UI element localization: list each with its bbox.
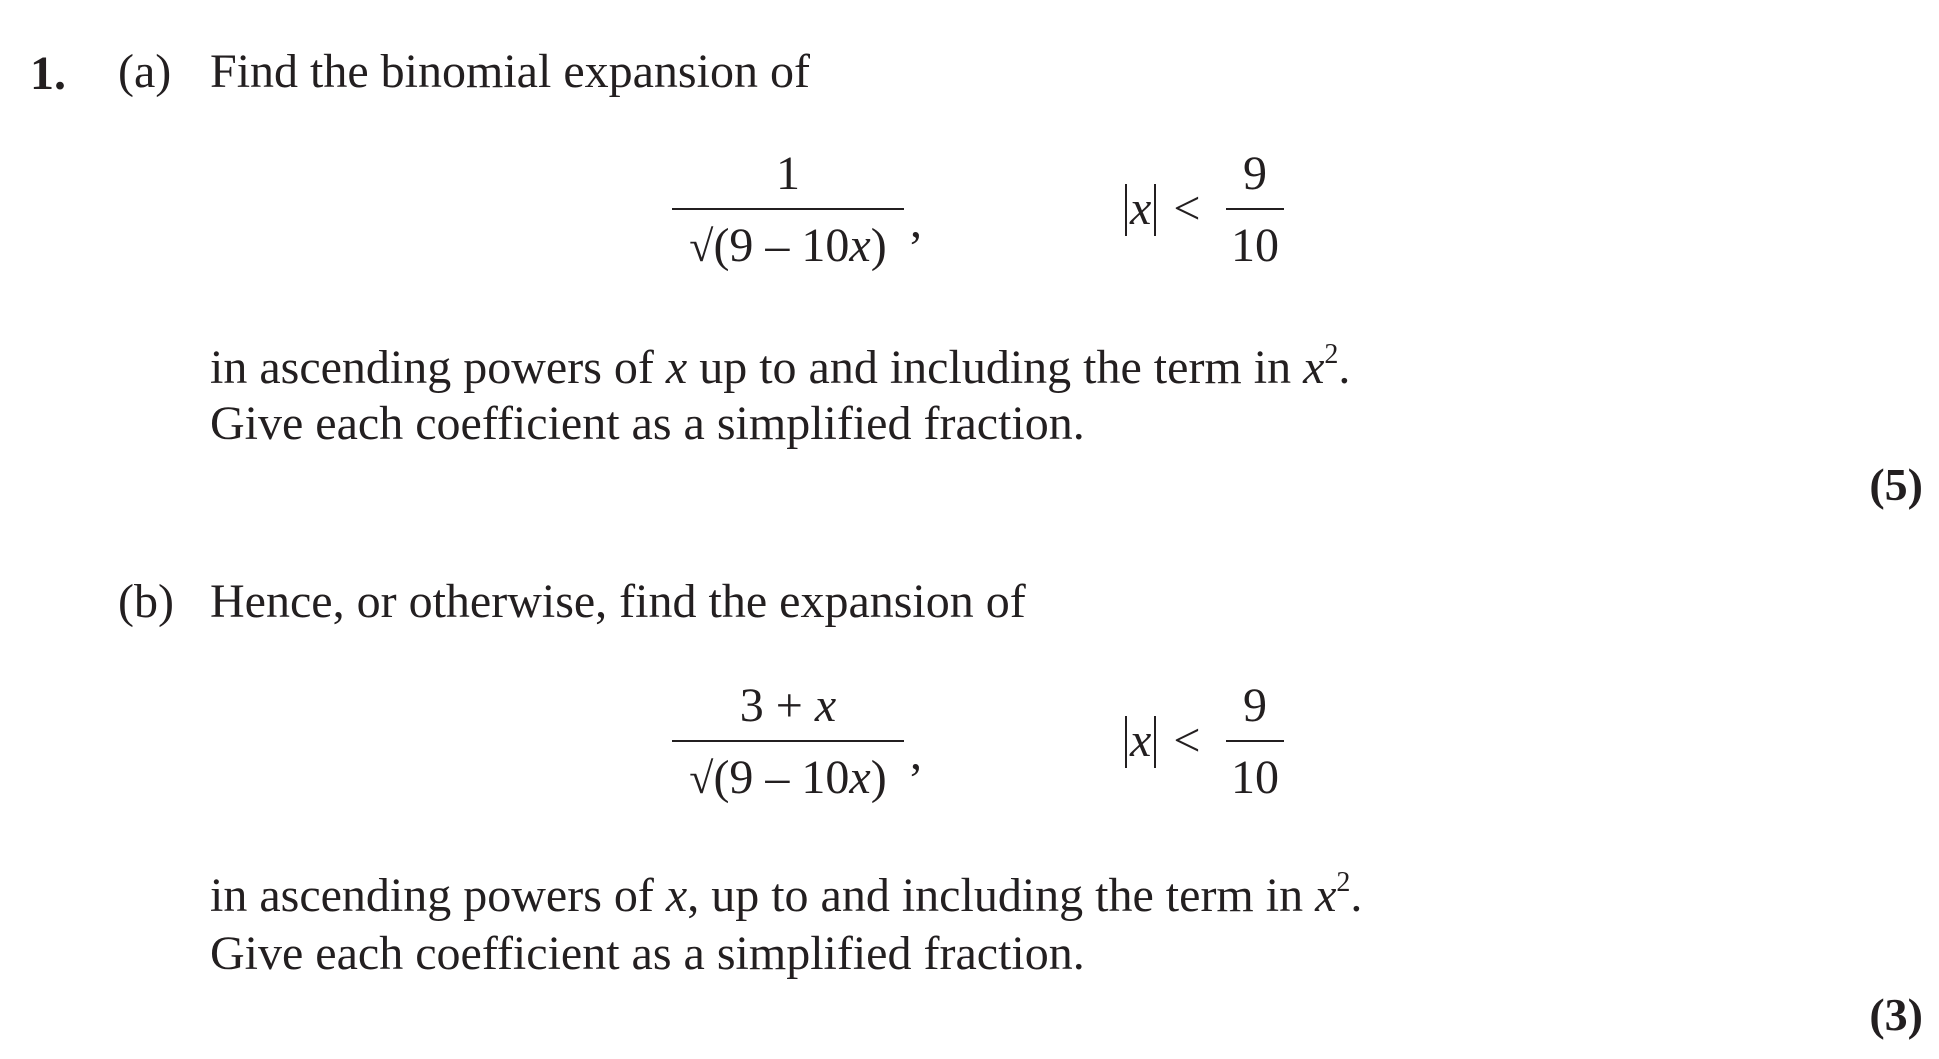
part-b-cond-numerator: 9 <box>1243 679 1267 732</box>
part-a-line1-var: x <box>665 341 688 394</box>
abs-bar-left <box>1125 716 1127 768</box>
part-b-line2: Give each coefficient as a simplified fraction. <box>210 927 1085 980</box>
part-b-line1-var: x <box>665 869 688 922</box>
part-b-intro: Hence, or otherwise, find the expansion of <box>210 575 1026 628</box>
part-a-marks: (5) <box>1869 459 1923 510</box>
part-a-cond-denominator: 10 <box>1231 219 1279 272</box>
part-a-cond-numerator: 9 <box>1243 147 1267 200</box>
part-b-cond-fraction <box>1226 679 1284 806</box>
part-b-line1-term: x <box>1315 869 1337 922</box>
part-a-line2: Give each coefficient as a simplified fraction. <box>210 397 1085 450</box>
part-a-cond-fraction-bar <box>1226 208 1284 210</box>
part-b-line1-end: . <box>1350 869 1363 922</box>
part-b-line1 <box>210 867 1363 922</box>
square-root-icon: √ <box>689 222 714 271</box>
part-b-numerator <box>672 679 904 732</box>
part-a-denominator <box>672 219 904 272</box>
abs-bar-left <box>1125 184 1127 236</box>
part-a-line1 <box>210 339 1351 394</box>
radicand-variable: x <box>849 751 871 804</box>
square-root-icon: √ <box>689 754 714 803</box>
part-a-radicand: (9 – 10x) <box>713 219 887 272</box>
part-b-cond-variable: x <box>1130 714 1152 767</box>
part-b-cond-denominator: 10 <box>1231 751 1279 804</box>
part-a-line1-exp: 2 <box>1324 339 1339 370</box>
part-a-line1-end: . <box>1338 341 1351 394</box>
part-a-line1-mid: up to and including the term in <box>687 341 1304 394</box>
part-b-radicand: (9 – 10x) <box>713 751 887 804</box>
part-b-line1-exp: 2 <box>1336 867 1351 898</box>
abs-bar-right <box>1154 716 1156 768</box>
part-a-cond-relation: < <box>1173 182 1201 235</box>
part-a-line1-term: x <box>1303 341 1325 394</box>
part-b-numerator-const: 3 + <box>739 679 815 732</box>
part-b-line1-mid: , up to and including the term in <box>687 869 1316 922</box>
part-a-numerator: 1 <box>776 147 800 200</box>
part-a-cond-variable: x <box>1130 182 1152 235</box>
radicand-variable: x <box>849 219 871 272</box>
part-a-fraction <box>672 147 904 274</box>
part-b-line1-pre: in ascending powers of <box>210 869 666 922</box>
part-b-label: (b) <box>118 575 174 628</box>
part-b-cond-fraction-bar <box>1226 740 1284 742</box>
part-b-numerator-var: x <box>814 679 837 732</box>
part-a-cond-fraction <box>1226 147 1284 274</box>
part-b-fraction <box>672 679 904 806</box>
part-a-intro: Find the binomial expansion of <box>210 45 810 98</box>
part-a-fraction-bar <box>672 208 904 210</box>
abs-bar-right <box>1154 184 1156 236</box>
part-a-comma: , <box>910 195 922 248</box>
part-a-line1-pre: in ascending powers of <box>210 341 666 394</box>
question-number: 1. <box>30 47 66 100</box>
part-b-denominator <box>672 751 904 804</box>
part-b-cond-relation: < <box>1173 714 1201 767</box>
part-b-fraction-bar <box>672 740 904 742</box>
part-a-label: (a) <box>118 45 172 98</box>
part-a-condition <box>1122 184 1214 236</box>
part-b-marks: (3) <box>1869 989 1923 1040</box>
part-b-comma: , <box>910 727 922 780</box>
part-b-condition <box>1122 716 1214 768</box>
